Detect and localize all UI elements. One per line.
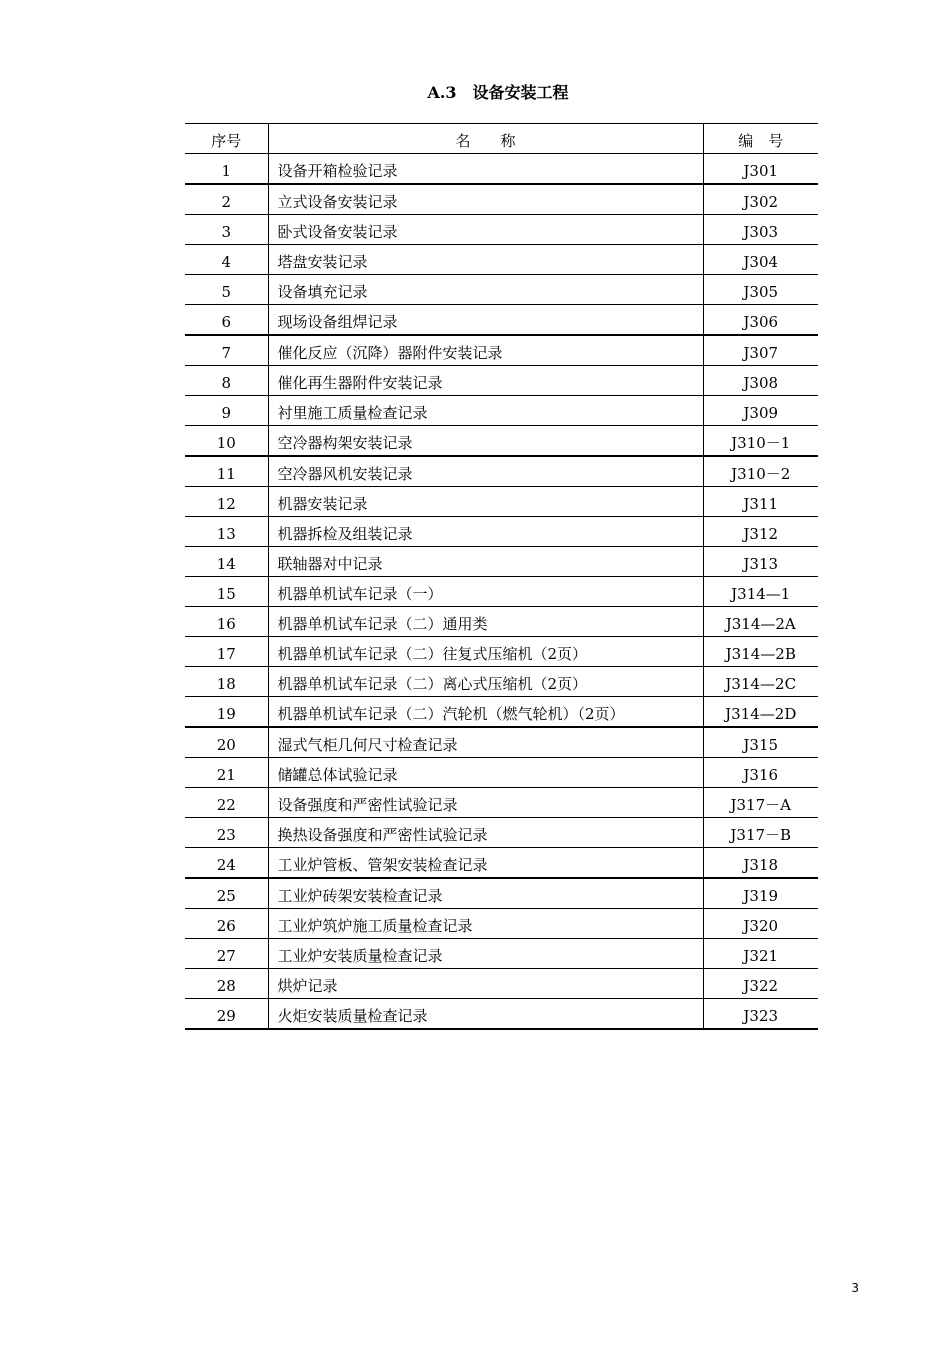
- row-name: 工业炉管板、管架安装检查记录: [268, 848, 703, 879]
- row-code: J317－A: [703, 788, 818, 818]
- row-index: 28: [185, 969, 268, 999]
- table-row: [185, 396, 818, 426]
- row-code: J314—2D: [703, 697, 818, 728]
- row-name: 机器安装记录: [268, 487, 703, 517]
- row-index: 22: [185, 788, 268, 818]
- table-row: [185, 878, 818, 909]
- row-name: 卧式设备安装记录: [268, 215, 703, 245]
- row-name: 工业炉筑炉施工质量检查记录: [268, 909, 703, 939]
- row-index: 5: [185, 275, 268, 305]
- table-row: [185, 607, 818, 637]
- row-code: J322: [703, 969, 818, 999]
- row-index: 15: [185, 577, 268, 607]
- row-name: 联轴器对中记录: [268, 547, 703, 577]
- row-name: 工业炉砖架安装检查记录: [268, 878, 703, 909]
- row-code: J323: [703, 999, 818, 1030]
- row-name: 烘炉记录: [268, 969, 703, 999]
- table-row: [185, 818, 818, 848]
- row-index: 21: [185, 758, 268, 788]
- row-index: 14: [185, 547, 268, 577]
- row-code: J304: [703, 245, 818, 275]
- table-row: [185, 577, 818, 607]
- record-table: [185, 123, 818, 1030]
- table-row: [185, 848, 818, 879]
- row-code: J315: [703, 727, 818, 758]
- row-name: 机器单机试车记录（二）往复式压缩机（2页）: [268, 637, 703, 667]
- row-name: 机器单机试车记录（二）离心式压缩机（2页）: [268, 667, 703, 697]
- table-row: [185, 517, 818, 547]
- table-row: [185, 275, 818, 305]
- row-index: 19: [185, 697, 268, 728]
- row-name: 设备开箱检验记录: [268, 154, 703, 185]
- row-index: 18: [185, 667, 268, 697]
- row-index: 3: [185, 215, 268, 245]
- row-code: J320: [703, 909, 818, 939]
- row-name: 机器拆检及组装记录: [268, 517, 703, 547]
- table-row: [185, 939, 818, 969]
- row-index: 2: [185, 184, 268, 215]
- row-code: J317－B: [703, 818, 818, 848]
- row-index: 24: [185, 848, 268, 879]
- table-row: [185, 215, 818, 245]
- row-name: 工业炉安装质量检查记录: [268, 939, 703, 969]
- header-index: 序号: [185, 124, 268, 154]
- row-code: J310－1: [703, 426, 818, 457]
- section-title-text: 设备安装工程: [472, 83, 569, 102]
- row-name: 现场设备组焊记录: [268, 305, 703, 336]
- row-code: J311: [703, 487, 818, 517]
- table-row: [185, 637, 818, 667]
- row-index: 13: [185, 517, 268, 547]
- row-index: 1: [185, 154, 268, 185]
- row-code: J303: [703, 215, 818, 245]
- table-row: [185, 184, 818, 215]
- row-index: 23: [185, 818, 268, 848]
- table-row: [185, 727, 818, 758]
- row-name: 湿式气柜几何尺寸检查记录: [268, 727, 703, 758]
- row-code: J318: [703, 848, 818, 879]
- row-code: J306: [703, 305, 818, 336]
- row-index: 25: [185, 878, 268, 909]
- section-title: [0, 80, 950, 103]
- table-row: [185, 245, 818, 275]
- row-code: J308: [703, 366, 818, 396]
- table-row: [185, 999, 818, 1030]
- table-row: [185, 667, 818, 697]
- header-name: 名 称: [268, 124, 703, 154]
- row-code: J302: [703, 184, 818, 215]
- row-name: 空冷器构架安装记录: [268, 426, 703, 457]
- row-code: J307: [703, 335, 818, 366]
- row-code: J314—1: [703, 577, 818, 607]
- row-code: J316: [703, 758, 818, 788]
- row-name: 储罐总体试验记录: [268, 758, 703, 788]
- row-code: J314—2A: [703, 607, 818, 637]
- table-row: [185, 909, 818, 939]
- row-name: 火炬安装质量检查记录: [268, 999, 703, 1030]
- row-name: 换热设备强度和严密性试验记录: [268, 818, 703, 848]
- row-code: J301: [703, 154, 818, 185]
- row-code: J314—2B: [703, 637, 818, 667]
- row-code: J305: [703, 275, 818, 305]
- row-name: 塔盘安装记录: [268, 245, 703, 275]
- row-code: J309: [703, 396, 818, 426]
- row-code: J312: [703, 517, 818, 547]
- table-row: [185, 697, 818, 728]
- row-index: 29: [185, 999, 268, 1030]
- row-name: 催化再生器附件安装记录: [268, 366, 703, 396]
- section-number: A.3: [427, 83, 457, 102]
- row-index: 11: [185, 456, 268, 487]
- row-name: 催化反应（沉降）器附件安装记录: [268, 335, 703, 366]
- table-row: [185, 154, 818, 185]
- table-row: [185, 426, 818, 457]
- table-row: [185, 335, 818, 366]
- table-row: [185, 547, 818, 577]
- row-name: 机器单机试车记录（一）: [268, 577, 703, 607]
- row-index: 26: [185, 909, 268, 939]
- table-row: [185, 305, 818, 336]
- table-row: [185, 456, 818, 487]
- table-header-row: [185, 124, 818, 154]
- row-code: J310－2: [703, 456, 818, 487]
- table-row: [185, 969, 818, 999]
- page-number: 3: [851, 1281, 859, 1295]
- row-code: J314—2C: [703, 667, 818, 697]
- row-index: 17: [185, 637, 268, 667]
- row-name: 设备强度和严密性试验记录: [268, 788, 703, 818]
- row-name: 立式设备安装记录: [268, 184, 703, 215]
- row-index: 8: [185, 366, 268, 396]
- row-name: 空冷器风机安装记录: [268, 456, 703, 487]
- table-row: [185, 788, 818, 818]
- table-body: [185, 154, 818, 1030]
- row-index: 10: [185, 426, 268, 457]
- row-index: 7: [185, 335, 268, 366]
- row-name: 机器单机试车记录（二）汽轮机（燃气轮机）（2页）: [268, 697, 703, 728]
- row-code: J313: [703, 547, 818, 577]
- row-name: 机器单机试车记录（二）通用类: [268, 607, 703, 637]
- row-index: 27: [185, 939, 268, 969]
- header-code: 编 号: [703, 124, 818, 154]
- row-code: J321: [703, 939, 818, 969]
- row-index: 20: [185, 727, 268, 758]
- row-index: 16: [185, 607, 268, 637]
- row-code: J319: [703, 878, 818, 909]
- table-row: [185, 487, 818, 517]
- table-row: [185, 366, 818, 396]
- row-index: 6: [185, 305, 268, 336]
- row-index: 12: [185, 487, 268, 517]
- table-row: [185, 758, 818, 788]
- row-name: 衬里施工质量检查记录: [268, 396, 703, 426]
- row-index: 4: [185, 245, 268, 275]
- row-name: 设备填充记录: [268, 275, 703, 305]
- row-index: 9: [185, 396, 268, 426]
